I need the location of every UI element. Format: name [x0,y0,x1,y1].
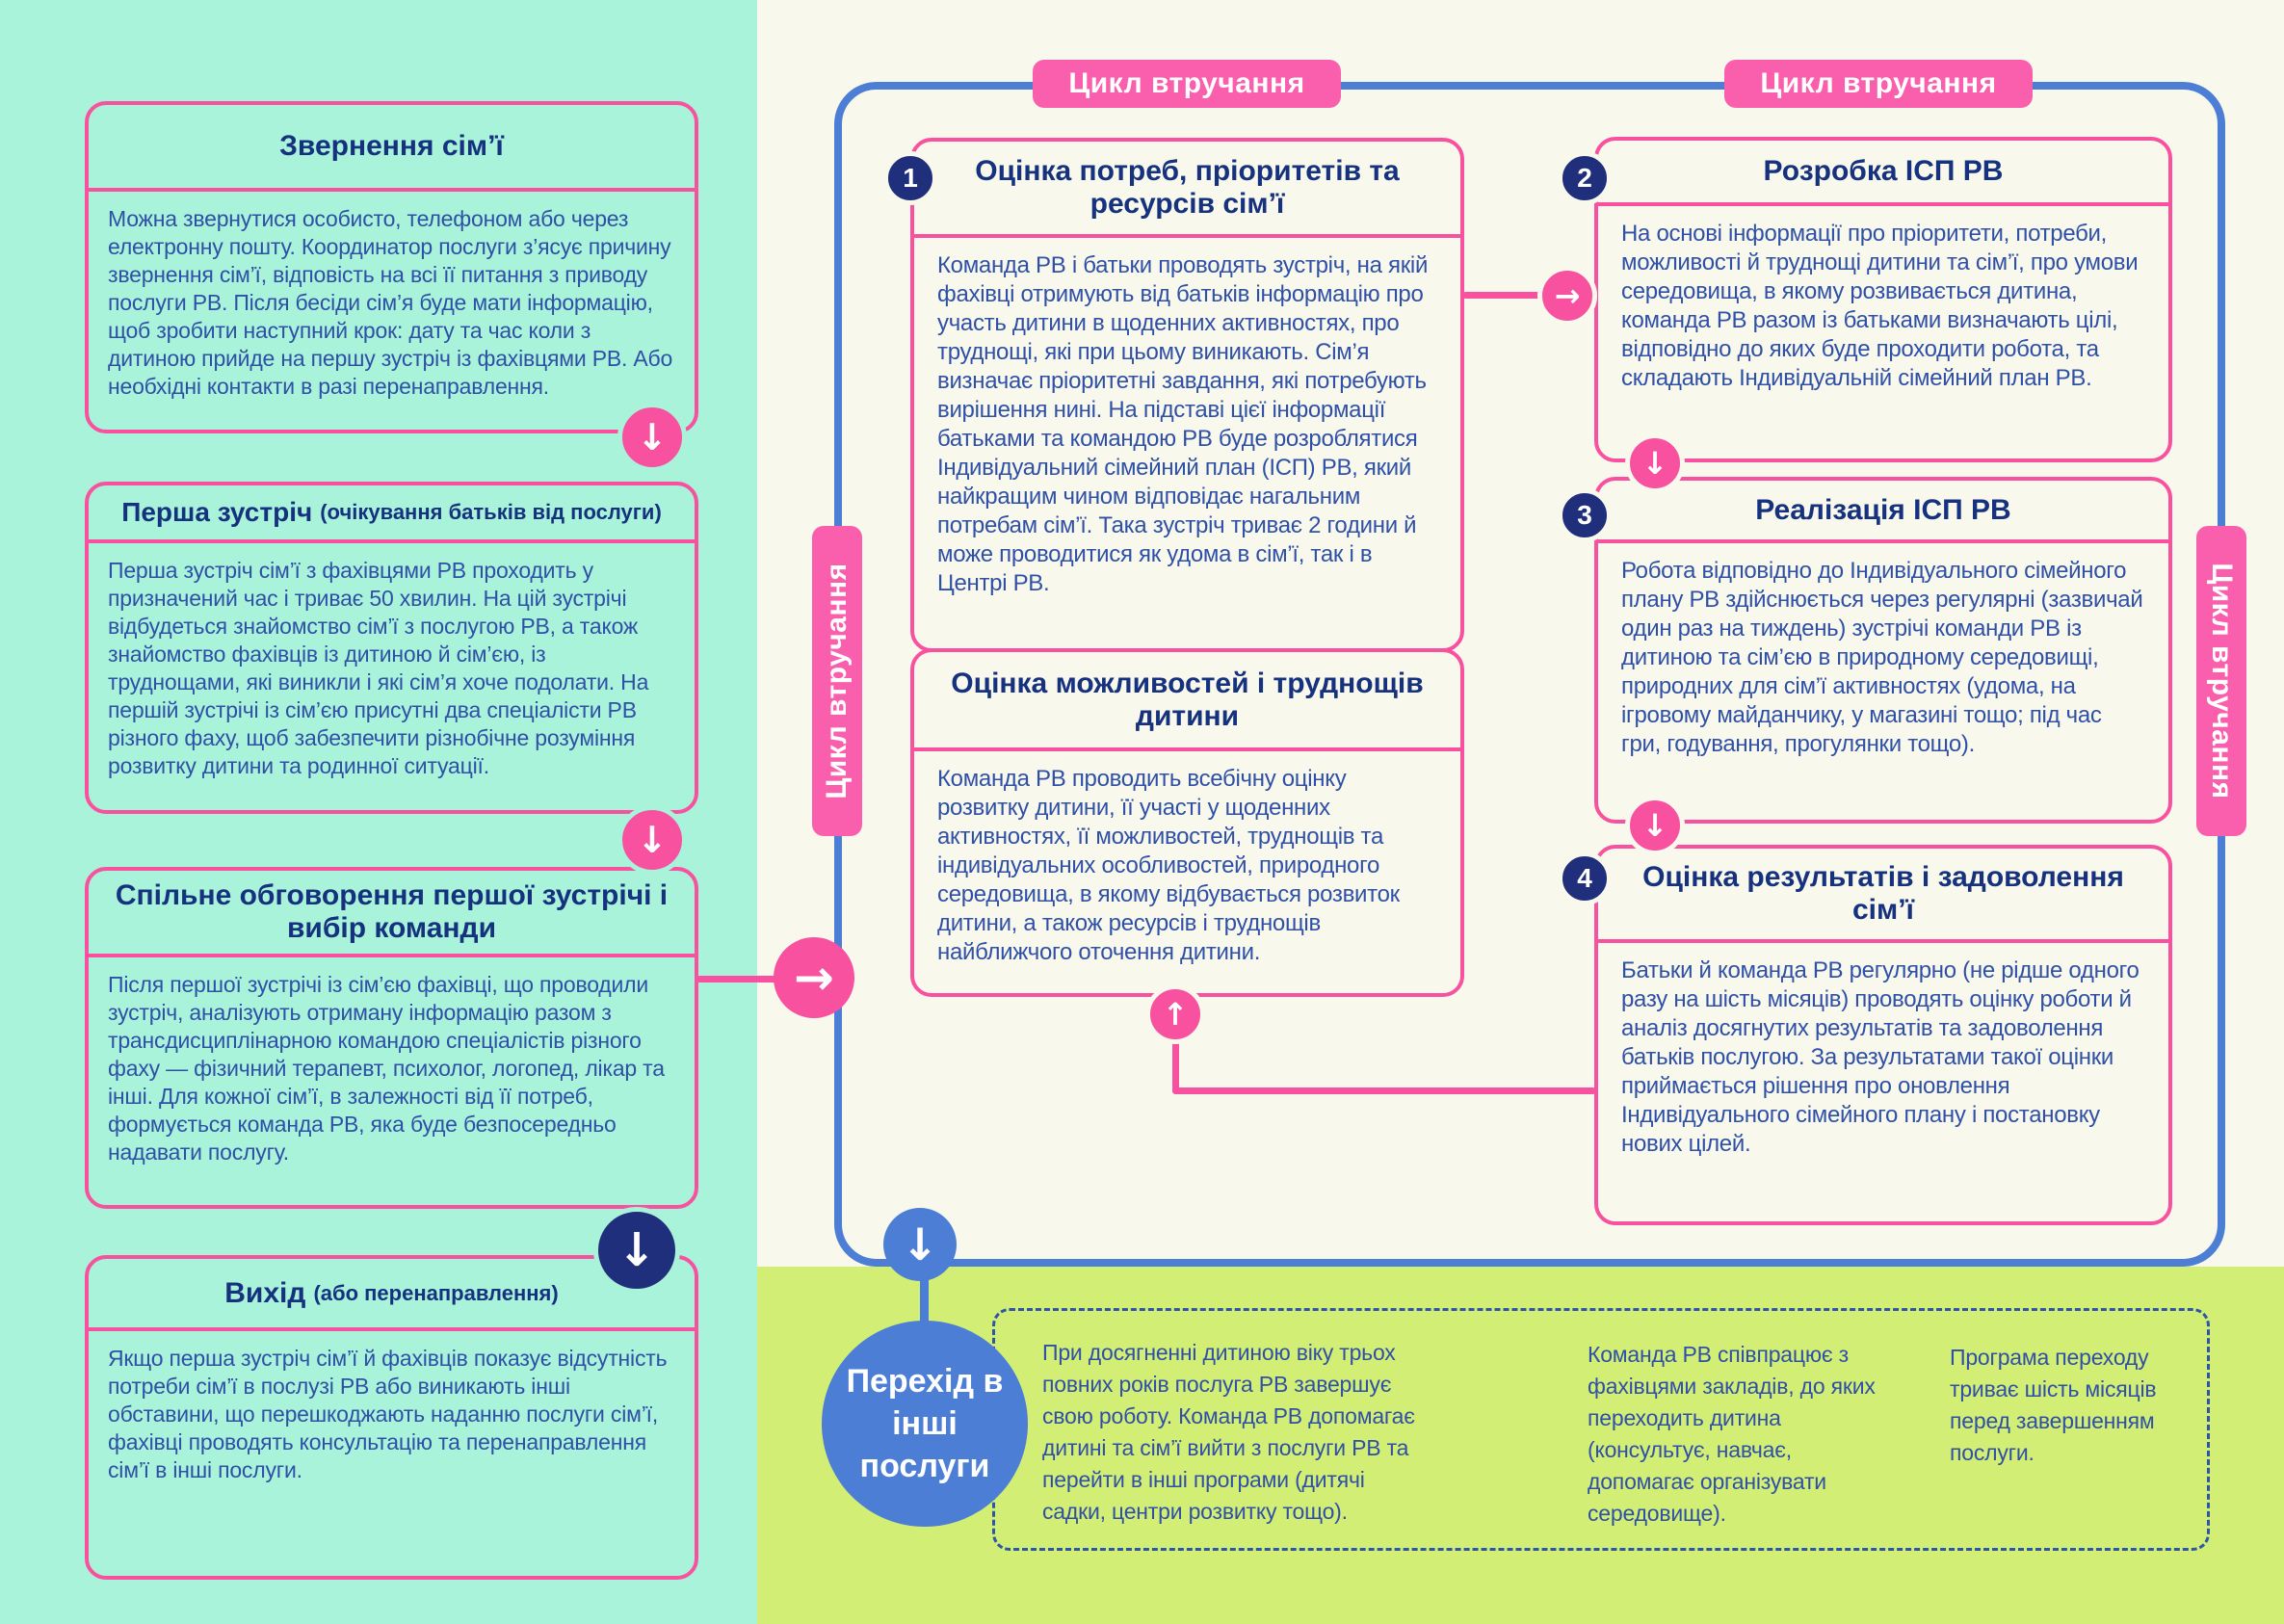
box-first-meeting [85,482,698,814]
box-step4-header [1598,849,2168,943]
box-step3-header [1598,481,2168,543]
box-step3-title: Реалізація ІСП РВ [1755,493,2011,526]
box-joint-discussion-header [89,871,695,957]
box-step2-title: Розробка ІСП РВ [1763,155,2004,187]
down-arrow-icon: ↓ [1625,433,1685,493]
down-arrow-icon: ↓ [1625,796,1685,855]
cycle-banner-side-left: Цикл втручання [812,526,862,836]
box-joint-discussion [85,867,698,1209]
box-step1-title: Оцінка потреб, пріоритетів та ресурсів сім’ї [975,155,1400,220]
box-step2-header [1598,141,2168,206]
box-joint-discussion-body: Після першої зустрічі із сім’єю фахівці, що проводили зустріч, аналізують отриману інформацію разом з трансдисциплінарною командою спеціалістів різного фаху — фізичний терапевт, психолог, логопед, лікар та інші. Для кожної сім’ї, в залежності від її потреб, формується команда РВ, яка буде безпосередньо надавати послугу. [108,972,665,1165]
box-child-assessment-body: Команда РВ проводить всебічну оцінку розвитку дитини, її участі у щоденних активностях, її можливостей, труднощів та індивідуальних особливостей, природного середовища, в якому відбувається розвиток дитини, а також ресурсів і труднощів найближчого оточення дитини. [937,766,1400,965]
box-step2-body: На основі інформації про пріоритети, потреби, можливості й труднощі дитини та сім’ї, про умови середовища, в якому розвивається дитина, команда РВ разом із батьками визначають цілі, відповідно до яких буде проходити робота, та складають Індивідуальній сімейний план РВ. [1621,221,2139,391]
step4-number-badge: 4 [1558,851,1612,905]
box-step4-body: Батьки й команда РВ регулярно (не рідше одного разу на шість місяців) проводять оцінку роботи й аналіз досягнутих результатів та задоволення батьків послугою. За результатами такої оцінки приймається рішення про оновлення Індивідуального сімейного плану і постановку нових цілей. [1621,957,2140,1157]
transition-note-3: Програма переходу триває шість місяців перед завершенням послуги. [1950,1345,2157,1465]
transition-circle-label: Перехід в інші послуги [846,1363,1004,1484]
box-child-assessment [910,648,1464,997]
connector-step4-loop-horizontal [1172,1087,1596,1094]
transition-circle [822,1321,1028,1527]
down-arrow-icon: ↓ [617,403,687,472]
box-child-assessment-title: Оцінка можливостей і труднощів дитини [951,667,1424,732]
cycle-banner-top-left: Цикл втручання [1033,60,1341,108]
box-family-referral-body: Можна звернутися особисто, телефоном або через електронну пошту. Координатор послуги з’ясує причину звернення сім’ї, відповість на всі її питання з приводу послуги РВ. Після бесіди сім’я буде мати інформацію, щоб зробити наступний крок: дату та час коли з дитиною прийде на першу зустріч із фахівцями РВ. Або необхідні контакти в разі перенаправлення. [108,206,673,399]
box-first-meeting-header [89,485,695,543]
box-family-referral-header [89,105,695,192]
cycle-banner-top-right: Цикл втручання [1724,60,2033,108]
step2-number-badge: 2 [1558,151,1612,205]
step3-number-badge: 3 [1558,488,1612,542]
box-family-referral-title: Звернення сім’ї [279,130,504,162]
box-joint-discussion-title: Спільне обговорення першої зустрічі і вибір команди [115,879,669,944]
box-family-referral [85,101,698,433]
transition-note-2: Команда РВ співпрацює з фахівцями закладів, до яких переходить дитина (консультує, навчає, допомагає організувати середовище). [1588,1342,1876,1526]
up-arrow-icon: ↑ [1145,984,1205,1044]
box-first-meeting-title: Перша зустріч [121,497,313,527]
box-step4-title: Оцінка результатів і задоволення сім’ї [1642,861,2124,926]
box-child-assessment-header [914,652,1460,751]
box-exit [85,1255,698,1580]
right-arrow-icon: → [1537,266,1597,326]
right-arrow-icon: → [774,937,854,1018]
box-step4-results-evaluation [1594,845,2172,1225]
box-exit-title: Вихід [224,1276,306,1309]
down-arrow-icon: ↓ [593,1207,680,1294]
box-exit-subtitle: (або перенаправлення) [313,1280,559,1305]
down-arrow-icon: ↓ [617,805,687,875]
box-step1-needs-assessment [910,138,1464,652]
box-step1-header [914,142,1460,238]
box-step3-body: Робота відповідно до Індивідуального сімейного плану РВ здійснюється через регулярні (зазвичай один раз на тиждень) зустрічі команди РВ із дитиною та сім’єю в природному середовищі, природних для сім’ї активностях (удома, на ігровому майданчику, у магазині тощо; під час гри, годування, прогулянки тощо). [1621,558,2143,757]
cycle-banner-side-right: Цикл втручання [2196,526,2246,836]
box-step2-isp-development [1594,137,2172,462]
box-step3-isp-implementation [1594,477,2172,824]
box-exit-body: Якщо перша зустріч сім’ї й фахівців показує відсутність потреби сім’ї в послузі РВ або виникають інші обставини, що перешкоджають наданню послуги сім’ї, фахівці проводять консультацію та перенаправлення сім’ї в інші послуги. [108,1346,668,1482]
box-step1-body: Команда РВ і батьки проводять зустріч, на якій фахівці отримують від батьків інформацію про участь дитини в щоденних активностях, про труднощі, які при цьому виникають. Сім’я визначає пріоритетні завдання, які потребують вирішення нині. На підставі цієї інформації батьками та командою РВ буде розроблятися Індивідуальний сімейний план (ІСП) РВ, який найкращим чином відповідає нагальним потребам сім’ї. Така зустріч триває 2 години й може проводитися як удома в сім’ї, так і в Центрі РВ. [937,252,1429,596]
transition-note-1: При досягненні дитиною віку трьох повних років послуга РВ завершує свою роботу. Команда РВ допомагає дитині та сім’ї вийти з послуги РВ та перейти в інші програми (дитячі садки, центри розвитку тощо). [1042,1340,1415,1524]
step1-number-badge: 1 [883,151,937,205]
down-arrow-icon: ↓ [883,1208,957,1281]
box-first-meeting-body: Перша зустріч сім’ї з фахівцями РВ проходить у призначений час і триває 50 хвилин. На цій зустрічі відбудеться знайомство сім’ї з послугою РВ, а також знайомство фахівців із дитиною й сім’єю, із труднощами, які виникли і які сім’я хоче подолати. На першій зустрічі із сім’єю присутні два спеціалісти РВ різного фаху, щоб забезпечити різнобічне розуміння розвитку дитини та родинної ситуації. [108,558,649,778]
box-first-meeting-subtitle: (очікування батьків від послуги) [320,500,662,524]
